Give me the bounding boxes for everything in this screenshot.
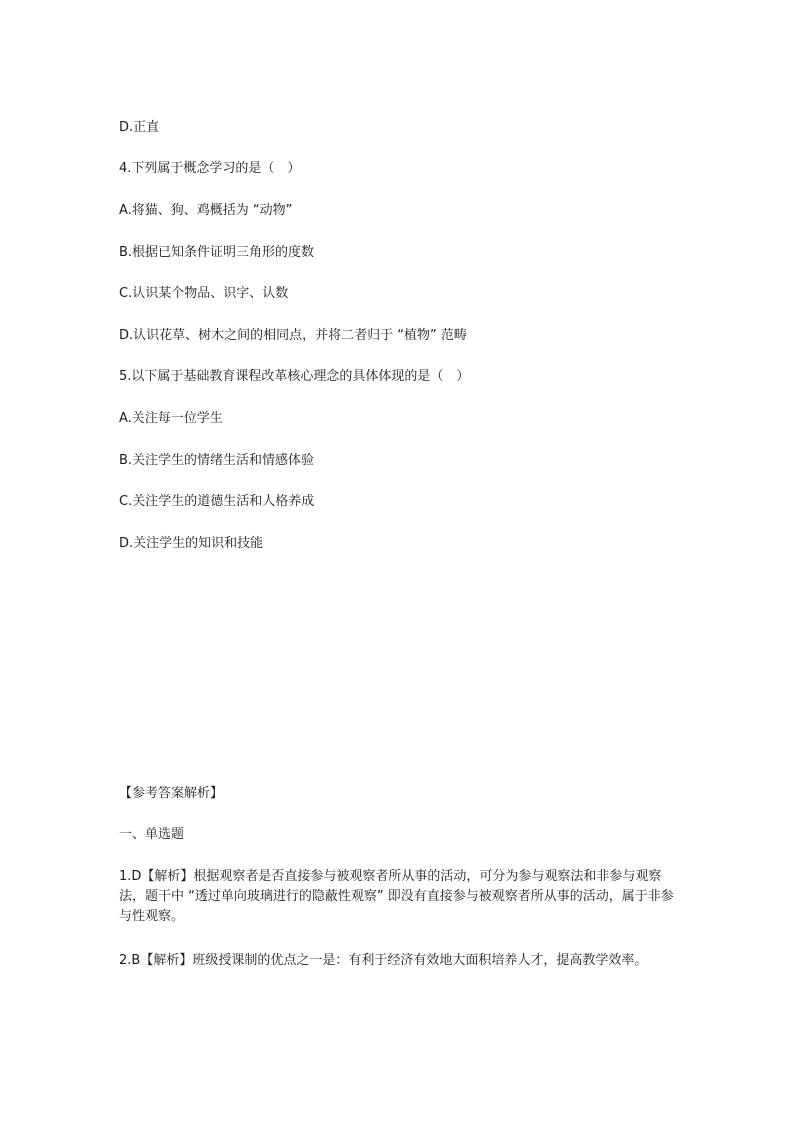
answers-section-title: 一、单选题 (119, 827, 185, 842)
answer-item-1: 1.D【解析】根据观察者是否直接参与被观察者所从事的活动，可分为参与观察法和非参与观察法，题干中 “透过单向玻璃进行的隐蔽性观察” 即没有直接参与被观察者所从事的活动，属于非参与性观察。 (119, 869, 674, 924)
q4-stem: 4.下列属于概念学习的是（ ） (119, 161, 301, 176)
q4-option-d: D.认识花草、树木之间的相同点，并将二者归于 “植物” 范畴 (119, 328, 467, 343)
q5-stem: 5.以下属于基础教育课程改革核心理念的具体体现的是（ ） (119, 369, 470, 384)
q4-option-b: B.根据已知条件证明三角形的度数 (119, 245, 315, 260)
q5-option-c: C.关注学生的道德生活和人格养成 (119, 494, 315, 509)
q5-option-d: D.关注学生的知识和技能 (119, 536, 264, 551)
answer-item-2: 2.B【解析】班级授课制的优点之一是：有利于经济有效地大面积培养人才，提高教学效率。 (119, 953, 648, 968)
q4-option-a: A.将猫、狗、鸡概括为 “动物” (119, 203, 293, 218)
q3-option-d: D.正直 (119, 120, 160, 135)
answers-heading: 【参考答案解析】 (119, 786, 224, 801)
q5-option-b: B.关注学生的情绪生活和情感体验 (119, 453, 315, 468)
q5-option-a: A.关注每一位学生 (119, 411, 223, 426)
q4-option-c: C.认识某个物品、识字、认数 (119, 286, 289, 301)
